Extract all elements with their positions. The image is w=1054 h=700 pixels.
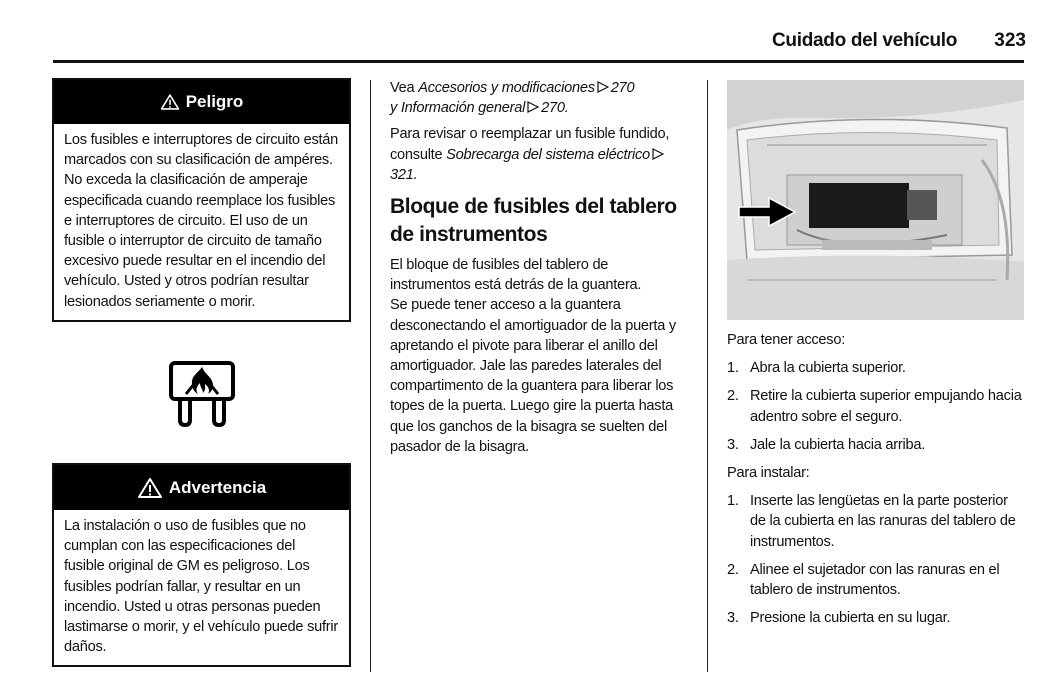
section-paragraph-1: El bloque de fusibles del tablero de instrumentos está detrás de la guantera. — [390, 257, 642, 294]
see-prefix: Vea — [390, 80, 415, 96]
fuse-fire-icon — [168, 360, 236, 428]
danger-title-bar — [54, 80, 349, 124]
list-item: 1. Inserte las lengüetas en la parte posterior de la cubierta en las ranuras del tablero de instrumentos. — [727, 493, 1016, 550]
access-steps-list — [727, 358, 1027, 455]
warning-title-bar — [54, 465, 349, 510]
ref-sobrecarga[interactable]: Sobrecarga del sistema eléctrico — [446, 146, 650, 163]
list-item: 1. Abra la cubierta superior. — [727, 360, 906, 377]
column-divider-1 — [370, 80, 371, 672]
running-header-title: Cuidado del vehículo — [772, 30, 958, 51]
header-rule — [53, 60, 1024, 63]
check-fuse-paragraph — [390, 124, 692, 185]
install-steps-list — [727, 491, 1027, 628]
list-item: 2. Retire la cubierta superior empujando hacia adentro sobre el seguro. — [727, 388, 1022, 425]
ref-informacion-general[interactable]: Información general — [400, 100, 526, 117]
warning-triangle-icon — [160, 93, 180, 111]
ref-accesorios-page[interactable]: 270 — [610, 80, 635, 96]
section-heading: Bloque de fusibles del tablero de instrumentos — [390, 195, 677, 247]
warning-box — [52, 463, 351, 667]
page-ref-arrow-icon — [527, 101, 539, 113]
fuse-block-photo — [727, 80, 1024, 320]
page-ref-arrow-icon — [597, 81, 609, 93]
danger-text: Los fusibles e interruptores de circuito están marcados con su clasificación de ampéres. No exceda la clasificación de amperaje especificada cuando reemplace los fusibles e interruptores de circuito. El uso de un fusible o interruptor de circuito de tamaño excesivo puede resultar en el incendio del vehículo. Usted y otros podrían resultar lesionados seriamente o morir. — [64, 132, 339, 310]
column-divider-2 — [707, 80, 708, 672]
section-paragraph-2: Se puede tener acceso a la guantera desconectando el amortiguador de la puerta y apretando el pivote para liberar el anillo del amortiguador. Jale las paredes laterales del compartimento de la guantera para liberar los topes de la puerta. Luego gire la puerta hasta que los ganchos de la bisagra se suelten del pasador de la bisagra. — [390, 297, 676, 455]
warning-title: Advertencia — [168, 477, 267, 497]
list-item: 3. Presione la cubierta en su lugar. — [727, 610, 951, 627]
install-label: Para instalar: — [727, 465, 810, 482]
ref-accesorios[interactable]: Accesorios y modificaciones — [418, 80, 595, 96]
access-label: Para tener acceso: — [727, 332, 845, 348]
warning-triangle-icon — [137, 477, 163, 499]
middle-column — [390, 78, 692, 457]
check-text: Para revisar o reemplazar un fusible fundido, consulte — [390, 126, 670, 163]
right-column — [727, 330, 1027, 636]
page-number: 323 — [994, 30, 1026, 51]
ref-sobrecarga-page[interactable]: 321. — [390, 166, 418, 183]
danger-box — [52, 78, 351, 322]
danger-title: Peligro — [185, 92, 244, 111]
warning-text: La instalación o uso de fusibles que no cumplan con las especificaciones del fusible original de GM es peligroso. Los fusibles podrían fallar, y resultar en un incendio. Usted u otras personas pueden lastimarse o morir, y el vehículo puede sufrir daños. — [64, 518, 339, 656]
ref-informacion-general-page[interactable]: 270. — [541, 100, 569, 117]
list-item: 3. Jale la cubierta hacia arriba. — [727, 436, 926, 453]
ref-connector: y — [390, 100, 398, 117]
list-item: 2. Alinee el sujetador con las ranuras en el tablero de instrumentos. — [727, 561, 1000, 599]
page-ref-arrow-icon — [652, 148, 664, 160]
see-also-refs — [390, 78, 692, 118]
